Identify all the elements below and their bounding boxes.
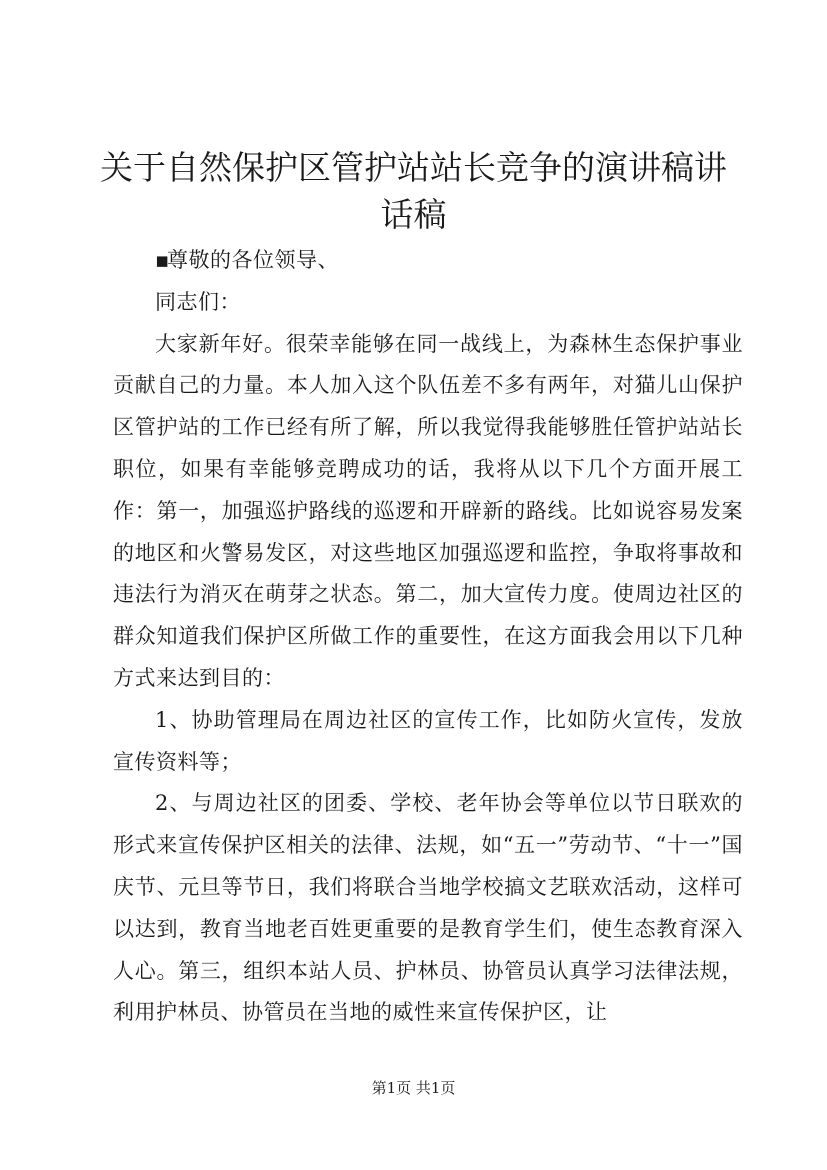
paragraph-intro: 大家新年好。很荣幸能够在同一战线上，为森林生态保护事业贡献自己的力量。本人加入这个队伍差不多有两年，对猫儿山保护区管护站的工作已经有所了解，所以我觉得我能够胜任管护站站长职位，如果有幸能够竞聘成功的话，我将从以下几个方面开展工作：第一，加强巡护路线的巡逻和开辟新的路线。比如说容易发案的地区和火警易发区，对这些地区加强巡逻和监控，争取将事故和违法行为消灭在萌芽之状态。第二，加大宣传力度。使周边社区的群众知道我们保护区所做工作的重要性，在这方面我会用以下几种方式来达到目的： [113, 331, 743, 690]
paragraph-item-2: 2、与周边社区的团委、学校、老年协会等单位以节日联欢的形式来宣传保护区相关的法律、法规，如“五一”劳动节、“十一”国庆节、元旦等节日，我们将联合当地学校搞文艺联欢活动，这样可以达到，教育当地老百姓更重要的是教育学生们，使生态教育深入人心。第三，组织本站人员、护林员、协管员认真学习法律法规，利用护林员、协管员在当地的威性来宣传保护区，让 [113, 791, 743, 1025]
salutation-text-1: 尊敬的各位领导、 [167, 248, 339, 272]
document-body [113, 240, 743, 1034]
page-footer: 第1页 共1页 [371, 1079, 456, 1097]
salutation-line-1 [113, 240, 743, 282]
bullet-icon: ▪ [155, 248, 170, 272]
document-title: 关于自然保护区管护站站长竞争的演讲稿讲话稿 [100, 148, 727, 234]
paragraph-item-1: 1、协助管理局在周边社区的宣传工作，比如防火宣传，发放宣传资料等； [113, 707, 743, 774]
salutation-line-2: 同志们： [155, 289, 241, 314]
